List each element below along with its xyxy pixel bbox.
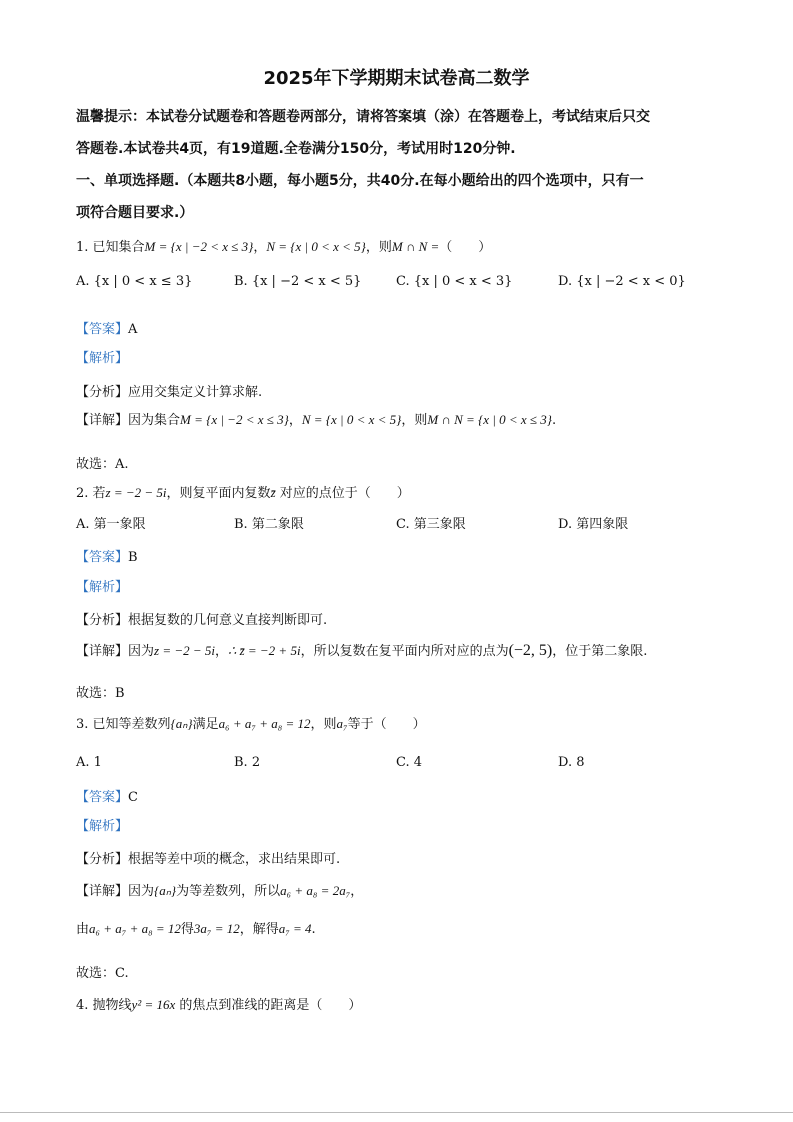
fenxi-tag: 【分析】 (76, 385, 129, 400)
section-heading-line-1: 一、单项选择题.（本题共8小题，每小题5分，共40分.在每小题给出的四个选项中，只有一 (76, 173, 644, 189)
q2-stem (76, 482, 410, 501)
q1-choose: 故选：A. (76, 457, 129, 472)
q2-detail-sep: ， (215, 644, 229, 659)
q2-detail-mid: ，所以复数在复平面内所对应的点为 (300, 644, 509, 659)
q1-stem (76, 236, 491, 255)
xiangjie-tag: 【详解】 (76, 413, 129, 428)
q3-stem-mid2: ，则 (310, 717, 337, 732)
q3-detail-mid: 为等差数列，所以 (176, 884, 281, 899)
xiangjie-tag: 【详解】 (76, 884, 129, 899)
q2-z: z = −2 − 5i (105, 485, 167, 500)
q1-detail-prefix: 因为集合 (128, 413, 181, 428)
q3-detail-equation: a₆ + a₈ = 2a₇ (280, 883, 351, 898)
q3-option-b: B. 2 (234, 755, 261, 770)
q2-option-c: C. 第三象限 (396, 517, 466, 532)
q1-option-c: C. {x | 0 < x < 3} (396, 274, 513, 289)
q4-stem (76, 994, 361, 1013)
q2-option-d: D. 第四象限 (558, 517, 629, 532)
q3-line2-jiede: ，解得 (239, 922, 279, 937)
q1-set-m: M = {x | −2 < x ≤ 3} (144, 239, 254, 254)
q1-fenxi (76, 381, 262, 400)
q1-stem-mid: ，则 (365, 240, 392, 255)
q3-detail-end: ， (350, 884, 364, 899)
q1-detail-end: . (551, 413, 557, 428)
q3-option-c: C. 4 (396, 755, 423, 770)
q1-detail (76, 409, 556, 428)
q3-condition: a₆ + a₇ + a₈ = 12 (218, 716, 311, 731)
q1-answer-value: A (128, 322, 138, 337)
q1-set-n: N = {x | 0 < x < 5} (266, 239, 366, 254)
q3-fenxi-text: 根据等差中项的概念，求出结果即可. (128, 852, 341, 867)
q3-fenxi (76, 848, 340, 867)
q3-detail-line-2 (76, 918, 316, 937)
q2-detail-prefix: 因为 (128, 644, 155, 659)
fenxi-tag: 【分析】 (76, 613, 129, 628)
q3-sequence: {aₙ} (170, 716, 193, 731)
notice-line-2: 答题卷.本试卷共4页，有19道题.全卷满分150分，考试用时120分钟. (76, 141, 516, 157)
q3-a7: a₇ (336, 716, 348, 731)
notice-line-1: 温馨提示：本试卷分试题卷和答题卷两部分，请将答案填（涂）在答题卷上，考试结束后只交 (76, 109, 650, 125)
q1-detail-set-m: M = {x | −2 < x ≤ 3} (180, 412, 289, 427)
page-bottom-divider (0, 1112, 793, 1113)
q4-parabola: y² = 16x (131, 997, 176, 1012)
q2-answer (76, 546, 138, 565)
answer-tag: 【答案】 (76, 790, 129, 805)
q2-fenxi (76, 609, 327, 628)
q3-line2-prefix: 由 (76, 922, 90, 937)
q2-z-conjugate: z̄ (270, 485, 276, 500)
q3-detail-prefix: 因为 (128, 884, 155, 899)
answer-tag: 【答案】 (76, 550, 129, 565)
q1-option-b: B. {x | −2 < x < 5} (234, 274, 362, 289)
q3-stem-prefix: 3. 已知等差数列 (76, 717, 171, 732)
q1-stem-bracket: （ ） (439, 240, 492, 255)
q1-detail-sep: ， (288, 413, 302, 428)
q1-detail-result: M ∩ N = {x | 0 < x ≤ 3} (427, 412, 552, 427)
q3-choose: 故选：C. (76, 966, 129, 981)
q1-detail-mid: ，则 (401, 413, 428, 428)
q3-line2-end: . (311, 922, 316, 937)
q3-line2-equation: 3a₇ = 12 (193, 921, 240, 936)
q2-choose: 故选：B (76, 686, 125, 701)
q1-analysis-tag: 【解析】 (76, 351, 129, 366)
q3-stem-end: 等于（ ） (347, 717, 426, 732)
q2-detail-end: ，位于第二象限. (552, 644, 648, 659)
q3-answer-value: C (128, 790, 138, 805)
q3-option-d: D. 8 (558, 755, 585, 770)
q3-detail-sequence: {aₙ} (154, 883, 177, 898)
section-heading-line-2: 项符合题目要求.） (76, 205, 194, 221)
q2-fenxi-text: 根据复数的几何意义直接判断即可. (128, 613, 328, 628)
q3-line2-condition: a₆ + a₇ + a₈ = 12 (89, 921, 181, 936)
q1-option-a: A. {x | 0 < x ≤ 3} (76, 274, 193, 289)
q1-intersection: M ∩ N = (391, 239, 440, 254)
q1-option-d: D. {x | −2 < x < 0} (558, 274, 686, 289)
answer-tag: 【答案】 (76, 322, 129, 337)
q3-option-a: A. 1 (76, 755, 102, 770)
q2-stem-mid: ，则复平面内复数 (166, 486, 271, 501)
q1-stem-sep: ， (253, 240, 267, 255)
q2-stem-end: 对应的点位于（ ） (275, 486, 410, 501)
q2-detail-z-conjugate: ∴ z̄ = −2 + 5i (228, 643, 301, 658)
q3-detail (76, 880, 363, 899)
q1-stem-prefix: 1. 已知集合 (76, 240, 145, 255)
q2-detail (76, 640, 647, 660)
q3-analysis-tag: 【解析】 (76, 819, 129, 834)
q2-detail-z: z = −2 − 5i (154, 643, 216, 658)
q2-stem-prefix: 2. 若 (76, 486, 106, 501)
q4-stem-prefix: 4. 抛物线 (76, 998, 132, 1013)
q3-line2-result: a₇ = 4 (278, 921, 312, 936)
q1-fenxi-text: 应用交集定义计算求解. (128, 385, 263, 400)
q4-stem-end: 的焦点到准线的距离是（ ） (175, 998, 362, 1013)
xiangjie-tag: 【详解】 (76, 644, 129, 659)
q3-answer (76, 786, 138, 805)
q2-detail-point: (−2, 5) (508, 642, 553, 659)
q3-line2-de: 得 (180, 922, 194, 937)
q3-stem (76, 713, 426, 732)
q1-detail-set-n: N = {x | 0 < x < 5} (301, 412, 402, 427)
q2-option-a: A. 第一象限 (76, 517, 146, 532)
q2-option-b: B. 第二象限 (234, 517, 304, 532)
fenxi-tag: 【分析】 (76, 852, 129, 867)
q1-answer (76, 318, 137, 337)
page-title: 2025年下学期期末试卷高二数学 (263, 68, 530, 89)
q3-stem-mid: 满足 (192, 717, 219, 732)
q2-analysis-tag: 【解析】 (76, 580, 129, 595)
q2-answer-value: B (128, 550, 138, 565)
